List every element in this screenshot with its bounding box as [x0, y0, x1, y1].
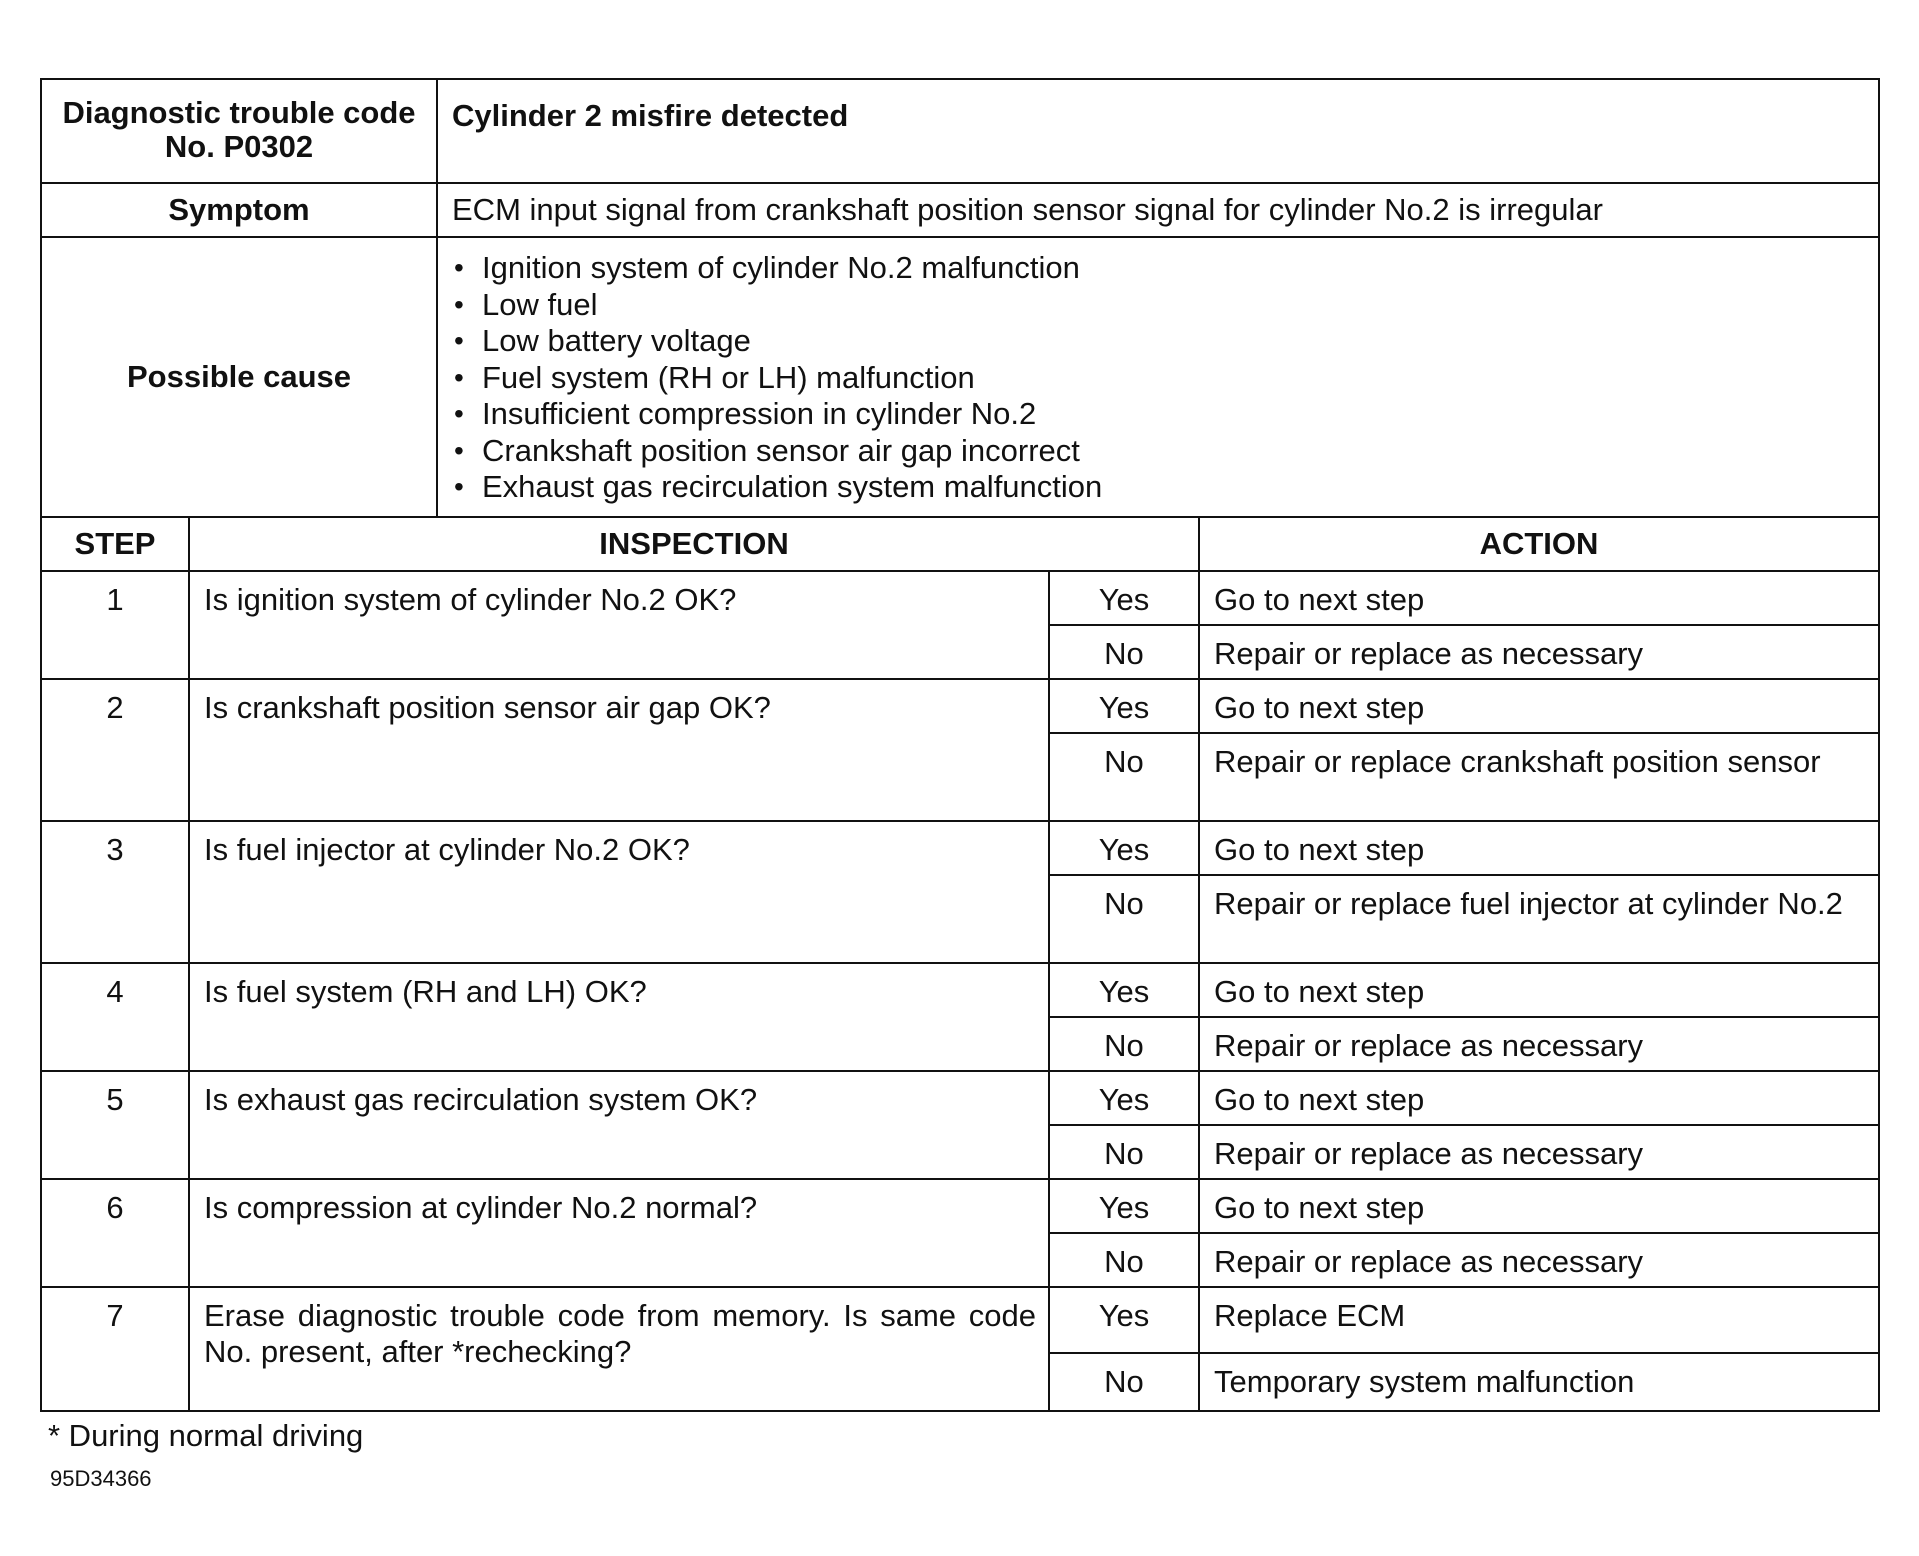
step-number: 6 — [41, 1179, 189, 1287]
cause-item: • Ignition system of cylinder No.2 malfunction — [450, 250, 1878, 287]
step-number: 2 — [41, 679, 189, 821]
inspection-question: Is compression at cylinder No.2 normal? — [189, 1179, 1049, 1287]
no-label: No — [1049, 1233, 1199, 1287]
yes-label: Yes — [1049, 571, 1199, 625]
step-number: 4 — [41, 963, 189, 1071]
document-code: 95D34366 — [50, 1466, 152, 1491]
symptom-row — [41, 183, 1879, 237]
no-action: Repair or replace as necessary — [1199, 1017, 1879, 1071]
dtc-value: Cylinder 2 misfire detected — [437, 79, 1879, 183]
symptom-label: Symptom — [41, 183, 437, 237]
no-label: No — [1049, 1125, 1199, 1179]
footnote: * During normal driving — [48, 1418, 364, 1453]
step-row-yes — [41, 1287, 1879, 1353]
cause-item: • Crankshaft position sensor air gap incorrect — [450, 433, 1878, 470]
yes-action: Go to next step — [1199, 679, 1879, 733]
step-row-yes — [41, 679, 1879, 733]
step-row-yes — [41, 963, 1879, 1017]
yes-label: Yes — [1049, 1287, 1199, 1353]
possible-cause-label: Possible cause — [41, 237, 437, 517]
cause-item: • Low battery voltage — [450, 323, 1878, 360]
step-row-yes — [41, 1179, 1879, 1233]
no-action: Repair or replace as necessary — [1199, 1233, 1879, 1287]
inspection-question: Is crankshaft position sensor air gap OK? — [189, 679, 1049, 821]
cause-item: • Exhaust gas recirculation system malfunction — [450, 469, 1878, 506]
yes-action: Go to next step — [1199, 963, 1879, 1017]
action-column-header: ACTION — [1199, 517, 1879, 571]
cause-item: • Low fuel — [450, 287, 1878, 324]
yes-label: Yes — [1049, 821, 1199, 875]
dtc-label: Diagnostic trouble code No. P0302 — [41, 79, 437, 183]
no-label: No — [1049, 875, 1199, 963]
step-number: 7 — [41, 1287, 189, 1411]
possible-cause-list — [438, 238, 1878, 514]
cause-item: • Fuel system (RH or LH) malfunction — [450, 360, 1878, 397]
yes-label: Yes — [1049, 1179, 1199, 1233]
inspection-question: Is fuel system (RH and LH) OK? — [189, 963, 1049, 1071]
yes-action: Go to next step — [1199, 1071, 1879, 1125]
diagnostic-sheet — [40, 78, 1878, 1412]
yes-action: Replace ECM — [1199, 1287, 1879, 1353]
no-label: No — [1049, 1353, 1199, 1411]
no-action: Repair or replace crankshaft position sensor — [1199, 733, 1879, 821]
possible-cause-cell — [437, 237, 1879, 517]
no-label: No — [1049, 625, 1199, 679]
inspection-question: Is ignition system of cylinder No.2 OK? — [189, 571, 1049, 679]
possible-cause-row — [41, 237, 1879, 517]
diagnostic-table — [40, 78, 1880, 1412]
no-action: Repair or replace as necessary — [1199, 1125, 1879, 1179]
inspection-question: Is exhaust gas recirculation system OK? — [189, 1071, 1049, 1179]
yes-action: Go to next step — [1199, 1179, 1879, 1233]
no-label: No — [1049, 1017, 1199, 1071]
column-header-row — [41, 517, 1879, 571]
step-column-header: STEP — [41, 517, 189, 571]
step-row-yes — [41, 571, 1879, 625]
no-label: No — [1049, 733, 1199, 821]
inspection-column-header: INSPECTION — [189, 517, 1199, 571]
symptom-value: ECM input signal from crankshaft position sensor signal for cylinder No.2 is irregular — [437, 183, 1879, 237]
inspection-question: Erase diagnostic trouble code from memory. Is same code No. present, after *rechecking? — [189, 1287, 1049, 1411]
step-number: 3 — [41, 821, 189, 963]
yes-label: Yes — [1049, 679, 1199, 733]
no-action: Repair or replace fuel injector at cylinder No.2 — [1199, 875, 1879, 963]
yes-label: Yes — [1049, 963, 1199, 1017]
yes-action: Go to next step — [1199, 571, 1879, 625]
dtc-row — [41, 79, 1879, 183]
yes-label: Yes — [1049, 1071, 1199, 1125]
yes-action: Go to next step — [1199, 821, 1879, 875]
step-number: 5 — [41, 1071, 189, 1179]
step-row-yes — [41, 821, 1879, 875]
no-action: Temporary system malfunction — [1199, 1353, 1879, 1411]
cause-item: • Insufficient compression in cylinder No.2 — [450, 396, 1878, 433]
inspection-question: Is fuel injector at cylinder No.2 OK? — [189, 821, 1049, 963]
step-number: 1 — [41, 571, 189, 679]
no-action: Repair or replace as necessary — [1199, 625, 1879, 679]
step-row-yes — [41, 1071, 1879, 1125]
